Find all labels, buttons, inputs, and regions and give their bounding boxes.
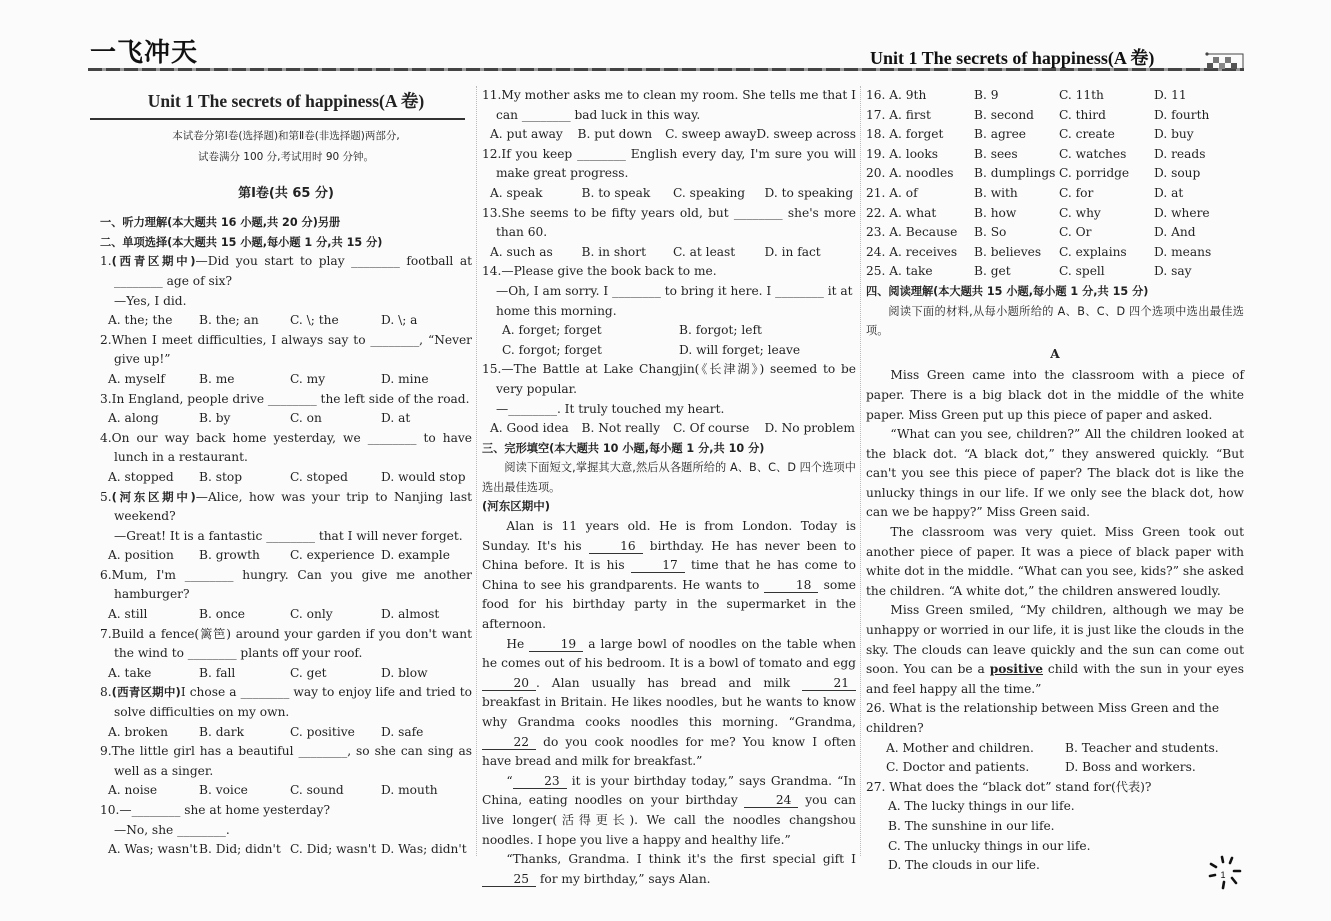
option: C. at least [673,244,736,259]
option: C. sweep away [665,127,757,142]
cloze-paragraph: “ 23 it is your birthday today,” says Grandma. “In China, eating noodles on your birthday 24 you can live longer(活得更长). We call the noodles changshou noodles. I hope you live a happy and healthy life.” [482,773,856,847]
option: B. second [974,107,1034,122]
reading-instruction: 阅读下面的材料,从每小题所给的 A、B、C、D 四个选项中选出最佳选项。 [866,304,1244,338]
option: D. reads [1154,146,1206,161]
passage-label: A [1050,346,1060,361]
option: B. believes [974,244,1042,259]
reading-passage [866,366,1244,601]
option: B. dark [199,724,244,739]
option: D. at [1154,185,1184,200]
question-list [100,252,472,859]
section-reading: 四、阅读理解(本大题共 15 小题,每小题 1 分,共 15 分) [866,284,1149,298]
question-item [100,742,472,801]
option: C. only [290,607,333,622]
option: C. why [1059,205,1101,220]
option: B. stop [199,469,242,484]
option-row [100,840,472,860]
option: D. say [1154,264,1192,279]
option: B. the; an [199,313,259,328]
option: D. \; a [381,313,418,328]
option: C. watches [1059,146,1127,161]
option: C. explains [1059,244,1127,259]
option: B. fall [199,665,236,680]
question-item [100,683,472,742]
option: A. Was; wasn't [108,842,198,857]
option: B. in short [581,244,646,259]
column-divider [476,86,477,856]
option: D. example [381,548,450,563]
option-row [100,664,472,684]
option: D. means [1154,244,1212,259]
question-reply: —No, she ________. [114,822,230,837]
section-cloze: 三、完形填空(本大题共 10 小题,每小题 1 分,共 10 分) [482,441,765,455]
cloze-option-row [866,125,1244,145]
section-single-choice: 二、单项选择(本大题共 15 小题,每小题 1 分,共 15 分) [100,235,383,249]
question-item [100,488,472,566]
option: B. growth [199,548,260,563]
question-stem: 14.—Please give the book back to me. [482,264,717,279]
option: D. buy [1154,127,1194,142]
option: C. 11th [1059,88,1104,102]
option: D. soup [1154,166,1201,181]
option: A. Mother and children. [886,740,1034,755]
cloze-blank: 17 [631,558,685,573]
question-stem: 12.If you keep ________ English every day, I'm sure you will make great progress. [482,146,856,181]
exam-note [100,126,472,168]
question-stem: 3.In England, people drive ________ the left side of the road. [100,391,470,406]
option: C. speaking [673,185,746,200]
option-row [100,468,472,488]
option: C. \; the [290,313,339,328]
question-stem: 1.(西青区期中)—Did you start to play ________ football at ________ age of six? [100,254,473,288]
option: B. me [199,371,235,386]
option: B. get [974,264,1011,279]
option: A. broken [108,724,168,739]
question-reply: —Oh, I am sorry. I ________ to bring it here. I ________ it at home this morning. [496,283,853,318]
option: B. forgot; left [679,323,762,338]
option: C. spell [1059,264,1105,279]
question-item [100,566,472,625]
question-stem: 9.The little girl has a beautiful ________, so she can sing as well as a singer. [100,744,472,778]
question-stem: 8.(西青区期中)I chose a ________ way to enjoy life and tried to solve difficulties on my own. [100,685,472,720]
source-tag: (西青区期中) [111,254,196,269]
cloze-blank: 21 [802,676,856,691]
question-item [100,801,472,860]
option-row [100,546,472,566]
cloze-blank: 20 [482,676,536,691]
title-rule [90,118,465,120]
question-stem: 13.She seems to be fifty years old, but ________ she's more than 60. [482,205,856,240]
option: D. Was; didn't [381,842,467,857]
option: C. positive [290,724,355,739]
question-item [100,390,472,429]
option: D. mine [381,371,429,386]
question-stem: 26. What is the relationship between Miss Green and the children? [866,701,1220,735]
option: B. by [199,411,231,426]
running-title: Unit 1 The secrets of happiness(A 卷) [870,48,1155,68]
option: C. experience [290,548,375,563]
option: A. put away [490,127,563,142]
question-stem: 15.—The Battle at Lake Changjin(《长津湖》) seemed to be very popular. [482,362,856,396]
cloze-option-row [866,106,1244,126]
option: C. my [290,371,326,386]
option: A. take [108,665,152,680]
option: 23. A. Because [866,225,958,240]
source-tag: (河东区期中) [111,489,196,504]
option: D. Boss and workers. [1065,760,1196,775]
option: C. for [1059,185,1094,200]
question-item [100,252,472,330]
cloze-paragraph: “Thanks, Grandma. I think it's the first special gift I 25 for my birthday,” says Alan. [482,850,856,889]
paragraph-text: Miss Green smiled, “My children, although we may be unhappy or worried in our life, it is just like the clouds in the sky. The clouds can leave quickly and the sun can come out soon. You can be a [866,603,1244,677]
option: C. get [290,665,327,680]
option: A. the; the [108,313,173,328]
question-stem: 7.Build a fence(篱笆) around your garden if you don't want the wind to ________ plants off your roof. [100,626,472,661]
cloze-instruction: 阅读下面短文,掌握其大意,然后从各题所给的 A、B、C、D 四个选项中选出最佳选项。 [482,461,856,494]
cloze-option-row [866,243,1244,263]
option: A. forget; forget [502,323,602,338]
question-stem: 27. What does the “black dot” stand for(代表)? [866,779,1152,794]
option: 21. A. of [866,185,918,200]
option: C. Did; wasn't [290,842,377,857]
option: B. to speak [581,185,651,200]
exam-note-line: 试卷满分 100 分,考试用时 90 分钟。 [197,150,375,163]
option: D. will forget; leave [679,342,801,357]
unit-title: Unit 1 The secrets of happiness(A 卷) [147,91,425,111]
cloze-paragraph: He 19 a large bowl of noodles on the table when he comes out of his bedroom. It is a bowl of tomato and egg 20 . Alan usually has bread and milk 21 breakfast in Britain. He likes noodles, but he wants to know why Grandma cooks noodles this morning. “Grandma, 22 do you cook noodles for me? You know I often have bread and milk for breakfast.” [482,636,856,769]
option: B. with [974,185,1018,200]
cloze-option-row [866,223,1244,243]
question-item [482,145,856,204]
paragraph-text: child with the sun in your eyes and feel happy all the time.” [866,662,1245,696]
option: D. safe [381,724,424,739]
option-row [100,781,472,801]
question-stem: 4.On our way back home yesterday, we ________ to have lunch in a restaurant. [100,430,472,465]
option: 24. A. receives [866,244,958,259]
option-row [482,243,856,263]
option: C. on [290,411,322,426]
source-tag: (河东区期中) [482,499,551,514]
option: A. myself [108,371,165,386]
part-1-title: 第Ⅰ卷(共 65 分) [238,185,334,201]
reading-paragraph: Miss Green came into the classroom with a piece of paper. There is a big black dot in the middle of the white paper. Miss Green put up this piece of paper and asked. [866,368,1244,422]
question-reply: —Great! It is a fantastic ________ that I will never forget. [114,528,463,543]
option: C. Doctor and patients. [886,760,1030,775]
option: A. stopped [108,469,174,484]
cloze-option-row [866,164,1244,184]
option: A. Good idea [490,421,569,436]
option: D. And [1154,225,1196,240]
option: A. speak [490,185,543,200]
source-tag: (西青区期中) [111,685,181,700]
question-item [482,360,856,438]
reading-paragraph [866,601,1244,699]
question-item [866,778,1244,876]
question-reply: —________. It truly touched my heart. [496,401,725,416]
option: D. at [381,411,411,426]
option-row [482,125,856,145]
page-number: 1 [1220,870,1226,880]
column-divider [860,86,861,856]
question-stem: 10.—________ she at home yesterday? [100,803,331,817]
reading-paragraph: The classroom was very quiet. Miss Green took out another piece of paper. It was a piece of black paper with white dot in the middle. “What can you see, kids?” she asked the children. “A white dot,” the children answered loudly. [866,525,1244,598]
option: C. The unlucky things in our life. [888,838,1091,853]
question-item [100,331,472,390]
cloze-blank: 16 [589,539,643,554]
option: D. in fact [764,244,821,259]
option: D. fourth [1154,107,1210,122]
option: B. So [974,225,1007,240]
option: B. dumplings [974,166,1056,181]
option: C. Or [1059,225,1092,240]
option-row [100,605,472,625]
cloze-blank: 22 [482,735,536,750]
option: B. once [199,607,245,622]
option: D. would stop [381,469,466,484]
cloze-blank: 25 [482,872,536,887]
option-row [100,723,472,743]
option-row [866,739,1244,778]
option: C. create [1059,127,1115,142]
option: A. noise [108,783,158,798]
option: B. Did; didn't [199,842,281,857]
option: D. almost [381,607,440,622]
option: D. where [1154,205,1210,220]
cloze-blank: 23 [513,774,567,789]
option: C. sound [290,783,344,798]
underlined-keyword: positive [989,662,1043,677]
option: A. The lucky things in our life. [888,799,1075,814]
option: B. 9 [974,88,999,102]
option: D. The clouds in our life. [888,858,1040,873]
cloze-option-row [866,184,1244,204]
question-item [100,625,472,684]
cloze-blank: 24 [744,793,798,808]
option: B. sees [974,146,1018,161]
column-2 [482,86,856,889]
option-row [482,184,856,204]
option: 17. A. first [866,107,931,122]
brand-logo: 一飞冲天 [90,38,199,68]
column-1 [100,86,472,860]
option-row [100,311,472,331]
cloze-option-row [866,145,1244,165]
reading-questions [866,699,1244,875]
option: B. voice [199,783,248,798]
cloze-passage [482,517,856,889]
option: C. stoped [290,469,348,484]
option: 19. A. looks [866,146,939,161]
reading-paragraph: “What can you see, children?” All the children looked at the black dot. “A black dot,” they answered quickly. “But can't you see this piece of paper? The black dot is like the unlucky things in our life. If we only see the black dot, how can we be happy?” Miss Green said. [866,427,1244,520]
cloze-option-row [866,204,1244,224]
option: D. No problem [764,421,855,436]
exam-note-line: 本试卷分第Ⅰ卷(选择题)和第Ⅱ卷(非选择题)两部分, [172,129,400,142]
option: D. mouth [381,783,438,798]
question-stem: 5.(河东区期中)—Alice, how was your trip to Nanjing last weekend? [100,489,472,524]
section-listening: 一、听力理解(本大题共 16 小题,共 20 分)另册 [100,216,341,230]
option: C. porridge [1059,166,1130,181]
option: B. agree [974,127,1027,142]
option: A. along [108,411,159,426]
option: D. 11 [1154,88,1187,102]
question-stem: 11.My mother asks me to clean my room. She tells me that I can ________ bad luck in this way. [482,88,856,122]
option: 22. A. what [866,205,937,220]
option: 16. A. 9th [866,88,927,102]
option: C. forgot; forget [502,342,602,357]
option-row [482,321,856,360]
option: D. to speaking [764,185,854,200]
option: D. blow [381,665,428,680]
option: A. position [108,548,174,563]
option-row [100,370,472,390]
question-stem: 6.Mum, I'm ________ hungry. Can you give me another hamburger? [100,567,472,602]
checker-decoration-icon [1205,50,1245,72]
question-item [100,429,472,488]
option: C. Of course [673,421,750,436]
cloze-options [866,86,1244,282]
cloze-option-row [866,262,1244,282]
cloze-paragraph: Alan is 11 years old. He is from London. Today is Sunday. It's his 16 birthday. He has never been to China before. It is his 17 time that he has come to China to see his grandparents. He wants to 18 some food for his birthday party in the supermarket in the afternoon. [482,519,856,632]
option: B. how [974,205,1017,220]
column-3 [866,86,1244,876]
option: 20. A. noodles [866,166,954,181]
question-item [482,86,856,145]
option: B. The sunshine in our life. [888,818,1055,833]
option: A. such as [490,244,553,259]
option: D. sweep across [756,127,857,142]
option: 18. A. forget [866,127,944,142]
option: B. Not really [581,421,660,436]
question-item [482,204,856,263]
question-reply: —Yes, I did. [114,293,187,308]
option: A. still [108,607,148,622]
question-stem: 2.When I meet difficulties, I always say to ________, “Never give up!” [100,332,472,367]
cloze-blank: 19 [529,637,583,652]
question-list [482,86,856,439]
cloze-blank: 18 [764,578,818,593]
question-item [482,262,856,360]
option: B. Teacher and students. [1065,740,1219,755]
option: B. put down [577,127,653,142]
option: C. third [1059,107,1106,122]
option-row [482,419,856,439]
option: 25. A. take [866,264,933,279]
page-number-sun-icon [1205,852,1245,892]
question-item [866,699,1244,777]
cloze-option-row [866,86,1244,106]
option-row [100,409,472,429]
